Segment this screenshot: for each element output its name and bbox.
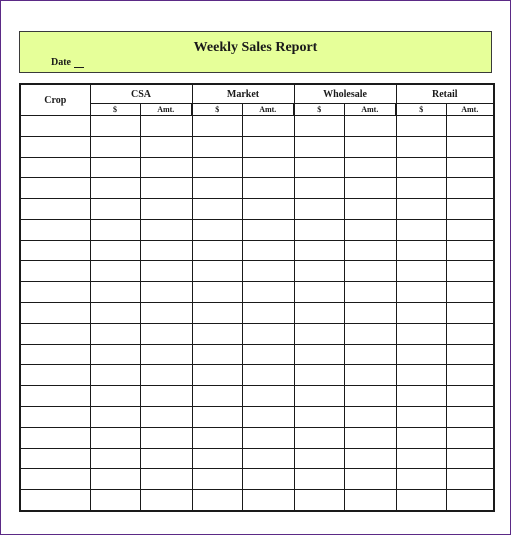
table-cell[interactable]: [242, 261, 294, 282]
date-label: Date: [51, 57, 71, 68]
table-cell[interactable]: [192, 427, 242, 448]
table-cell[interactable]: [396, 406, 446, 427]
table-cell[interactable]: [192, 469, 242, 490]
table-cell[interactable]: [294, 199, 344, 220]
table-cell[interactable]: [140, 303, 192, 324]
table-cell[interactable]: [90, 282, 140, 303]
table-cell[interactable]: [294, 386, 344, 407]
table-cell[interactable]: [90, 386, 140, 407]
table-cell[interactable]: [90, 323, 140, 344]
table-cell[interactable]: [446, 240, 494, 261]
table-cell[interactable]: [294, 448, 344, 469]
table-cell[interactable]: [294, 365, 344, 386]
table-cell[interactable]: [344, 448, 396, 469]
table-cell[interactable]: [140, 386, 192, 407]
table-row: [20, 406, 494, 427]
date-field: [51, 57, 84, 68]
table-cell[interactable]: [242, 323, 294, 344]
table-cell[interactable]: [192, 386, 242, 407]
table-cell[interactable]: [396, 199, 446, 220]
table-cell[interactable]: [344, 136, 396, 157]
table-cell[interactable]: [140, 240, 192, 261]
sales-table: [19, 83, 495, 512]
sales-table-body: [20, 116, 494, 512]
table-cell[interactable]: [192, 323, 242, 344]
table-cell[interactable]: [140, 406, 192, 427]
crop-cell[interactable]: [20, 199, 90, 220]
table-cell[interactable]: [396, 427, 446, 448]
crop-cell[interactable]: [20, 116, 90, 137]
table-cell[interactable]: [396, 116, 446, 137]
table-cell[interactable]: [396, 219, 446, 240]
table-cell[interactable]: [242, 116, 294, 137]
crop-cell[interactable]: [20, 427, 90, 448]
crop-cell[interactable]: [20, 448, 90, 469]
crop-cell[interactable]: [20, 323, 90, 344]
sub-header-retail-dollar: $: [396, 104, 446, 116]
table-row: [20, 344, 494, 365]
table-cell[interactable]: [90, 344, 140, 365]
table-cell[interactable]: [90, 178, 140, 199]
crop-cell[interactable]: [20, 157, 90, 178]
crop-cell[interactable]: [20, 365, 90, 386]
table-cell[interactable]: [294, 240, 344, 261]
table-cell[interactable]: [446, 116, 494, 137]
table-cell[interactable]: [90, 261, 140, 282]
table-cell[interactable]: [344, 199, 396, 220]
table-cell[interactable]: [90, 427, 140, 448]
table-cell[interactable]: [242, 282, 294, 303]
table-cell[interactable]: [192, 219, 242, 240]
table-cell[interactable]: [90, 303, 140, 324]
group-header-csa: CSA: [90, 84, 192, 104]
date-blank-line[interactable]: [74, 58, 84, 68]
sub-header-market-amt: Amt.: [242, 104, 294, 116]
table-cell[interactable]: [140, 469, 192, 490]
table-cell[interactable]: [140, 427, 192, 448]
table-cell[interactable]: [446, 365, 494, 386]
table-cell[interactable]: [396, 303, 446, 324]
table-cell[interactable]: [90, 469, 140, 490]
table-cell[interactable]: [294, 261, 344, 282]
table-cell[interactable]: [242, 448, 294, 469]
table-cell[interactable]: [294, 490, 344, 511]
table-cell[interactable]: [294, 469, 344, 490]
table-cell[interactable]: [192, 116, 242, 137]
table-cell[interactable]: [192, 261, 242, 282]
table-cell[interactable]: [396, 448, 446, 469]
table-cell[interactable]: [344, 386, 396, 407]
table-cell[interactable]: [446, 219, 494, 240]
table-cell[interactable]: [446, 490, 494, 511]
table-cell[interactable]: [446, 282, 494, 303]
table-cell[interactable]: [294, 116, 344, 137]
table-row: [20, 136, 494, 157]
table-cell[interactable]: [294, 323, 344, 344]
table-cell[interactable]: [344, 427, 396, 448]
group-header-retail: Retail: [396, 84, 494, 104]
table-cell[interactable]: [446, 261, 494, 282]
table-row: [20, 323, 494, 344]
table-cell[interactable]: [294, 303, 344, 324]
table-cell[interactable]: [192, 157, 242, 178]
table-cell[interactable]: [140, 323, 192, 344]
table-cell[interactable]: [90, 199, 140, 220]
group-header-wholesale: Wholesale: [294, 84, 396, 104]
table-cell[interactable]: [242, 406, 294, 427]
table-cell[interactable]: [294, 219, 344, 240]
table-cell[interactable]: [90, 219, 140, 240]
table-cell[interactable]: [446, 157, 494, 178]
crop-cell[interactable]: [20, 303, 90, 324]
table-cell[interactable]: [242, 469, 294, 490]
table-row: [20, 157, 494, 178]
table-cell[interactable]: [242, 219, 294, 240]
table-cell[interactable]: [344, 116, 396, 137]
crop-header: Crop: [20, 84, 90, 116]
table-cell[interactable]: [446, 469, 494, 490]
table-cell[interactable]: [90, 448, 140, 469]
table-cell[interactable]: [140, 178, 192, 199]
table-cell[interactable]: [396, 469, 446, 490]
table-cell[interactable]: [242, 157, 294, 178]
sales-table-wrap: [19, 83, 493, 512]
table-cell[interactable]: [446, 136, 494, 157]
table-cell[interactable]: [446, 344, 494, 365]
table-row: [20, 365, 494, 386]
table-cell[interactable]: [242, 199, 294, 220]
crop-cell[interactable]: [20, 261, 90, 282]
table-cell[interactable]: [396, 282, 446, 303]
crop-cell[interactable]: [20, 406, 90, 427]
report-title: Weekly Sales Report: [193, 40, 318, 55]
table-cell[interactable]: [294, 344, 344, 365]
table-cell[interactable]: [242, 365, 294, 386]
table-cell[interactable]: [90, 116, 140, 137]
table-cell[interactable]: [192, 240, 242, 261]
table-cell[interactable]: [192, 178, 242, 199]
table-cell[interactable]: [192, 406, 242, 427]
table-cell[interactable]: [192, 490, 242, 511]
table-row: [20, 386, 494, 407]
table-cell[interactable]: [140, 157, 192, 178]
report-header: [19, 31, 492, 73]
table-cell[interactable]: [344, 178, 396, 199]
table-cell[interactable]: [242, 344, 294, 365]
group-header-row: [20, 84, 494, 104]
table-cell[interactable]: [446, 323, 494, 344]
table-cell[interactable]: [294, 427, 344, 448]
table-row: [20, 240, 494, 261]
table-row: [20, 490, 494, 511]
table-cell[interactable]: [396, 261, 446, 282]
table-row: [20, 427, 494, 448]
table-cell[interactable]: [396, 386, 446, 407]
table-cell[interactable]: [192, 136, 242, 157]
table-cell[interactable]: [242, 386, 294, 407]
table-cell[interactable]: [242, 427, 294, 448]
table-cell[interactable]: [90, 136, 140, 157]
table-cell[interactable]: [396, 136, 446, 157]
table-cell[interactable]: [192, 448, 242, 469]
table-cell[interactable]: [446, 199, 494, 220]
table-cell[interactable]: [90, 157, 140, 178]
table-cell[interactable]: [396, 240, 446, 261]
table-cell[interactable]: [90, 406, 140, 427]
sub-header-csa-dollar: $: [90, 104, 140, 116]
table-cell[interactable]: [344, 261, 396, 282]
crop-cell[interactable]: [20, 240, 90, 261]
table-cell[interactable]: [396, 365, 446, 386]
crop-cell[interactable]: [20, 469, 90, 490]
group-header-market: Market: [192, 84, 294, 104]
table-cell[interactable]: [446, 448, 494, 469]
table-row: [20, 199, 494, 220]
table-cell[interactable]: [344, 219, 396, 240]
table-cell[interactable]: [242, 178, 294, 199]
table-cell[interactable]: [140, 219, 192, 240]
table-cell[interactable]: [294, 282, 344, 303]
table-cell[interactable]: [344, 490, 396, 511]
table-cell[interactable]: [192, 365, 242, 386]
table-cell[interactable]: [90, 490, 140, 511]
crop-cell[interactable]: [20, 219, 90, 240]
crop-cell[interactable]: [20, 178, 90, 199]
table-cell[interactable]: [242, 136, 294, 157]
table-cell[interactable]: [344, 344, 396, 365]
table-row: [20, 261, 494, 282]
table-cell[interactable]: [242, 240, 294, 261]
crop-cell[interactable]: [20, 344, 90, 365]
table-cell[interactable]: [140, 199, 192, 220]
table-cell[interactable]: [140, 116, 192, 137]
table-cell[interactable]: [242, 303, 294, 324]
table-cell[interactable]: [140, 261, 192, 282]
table-cell[interactable]: [446, 303, 494, 324]
table-cell[interactable]: [140, 282, 192, 303]
sub-header-wholesale-amt: Amt.: [344, 104, 396, 116]
table-row: [20, 178, 494, 199]
table-cell[interactable]: [344, 303, 396, 324]
table-cell[interactable]: [90, 365, 140, 386]
table-cell[interactable]: [344, 469, 396, 490]
crop-cell[interactable]: [20, 136, 90, 157]
table-cell[interactable]: [140, 490, 192, 511]
table-cell[interactable]: [396, 323, 446, 344]
table-cell[interactable]: [294, 406, 344, 427]
table-cell[interactable]: [344, 157, 396, 178]
table-cell[interactable]: [446, 427, 494, 448]
table-cell[interactable]: [446, 406, 494, 427]
table-cell[interactable]: [344, 365, 396, 386]
crop-cell[interactable]: [20, 282, 90, 303]
table-cell[interactable]: [396, 344, 446, 365]
table-row: [20, 303, 494, 324]
table-cell[interactable]: [140, 344, 192, 365]
table-cell[interactable]: [192, 344, 242, 365]
table-row: [20, 282, 494, 303]
table-cell[interactable]: [140, 448, 192, 469]
table-cell[interactable]: [344, 240, 396, 261]
table-row: [20, 116, 494, 137]
table-cell[interactable]: [242, 490, 294, 511]
table-cell[interactable]: [294, 157, 344, 178]
sub-header-market-dollar: $: [192, 104, 242, 116]
sub-header-row: [20, 104, 494, 116]
table-cell[interactable]: [396, 157, 446, 178]
table-cell[interactable]: [344, 406, 396, 427]
crop-cell[interactable]: [20, 386, 90, 407]
table-cell[interactable]: [446, 178, 494, 199]
table-cell[interactable]: [294, 178, 344, 199]
sub-header-csa-amt: Amt.: [140, 104, 192, 116]
table-row: [20, 469, 494, 490]
table-cell[interactable]: [140, 365, 192, 386]
table-row: [20, 219, 494, 240]
table-cell[interactable]: [192, 199, 242, 220]
table-cell[interactable]: [396, 490, 446, 511]
crop-cell[interactable]: [20, 490, 90, 511]
table-cell[interactable]: [294, 136, 344, 157]
table-cell[interactable]: [446, 386, 494, 407]
table-cell[interactable]: [90, 240, 140, 261]
table-cell[interactable]: [192, 303, 242, 324]
table-cell[interactable]: [396, 178, 446, 199]
sub-header-wholesale-dollar: $: [294, 104, 344, 116]
table-cell[interactable]: [344, 282, 396, 303]
table-cell[interactable]: [140, 136, 192, 157]
table-cell[interactable]: [344, 323, 396, 344]
table-cell[interactable]: [192, 282, 242, 303]
table-row: [20, 448, 494, 469]
sub-header-retail-amt: Amt.: [446, 104, 494, 116]
